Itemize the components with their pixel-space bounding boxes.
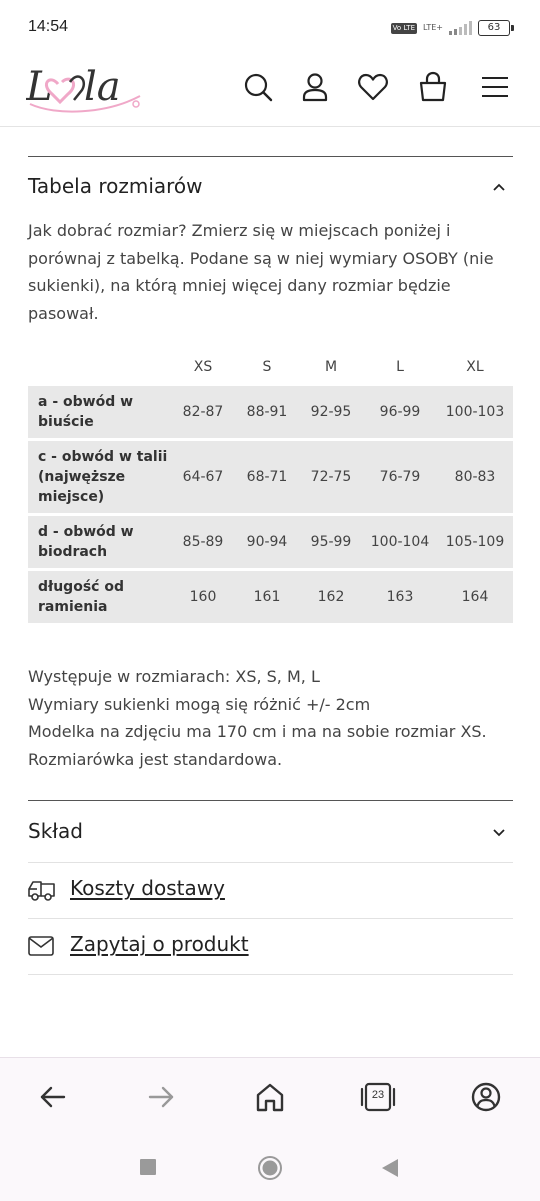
size-header-empty (28, 351, 171, 383)
ask-about-product-link[interactable] (28, 918, 513, 974)
account-icon[interactable] (469, 1080, 503, 1114)
size-table (28, 348, 513, 626)
browser-toolbar (0, 1057, 540, 1201)
section-divider (28, 156, 513, 157)
size-header: XS (193, 359, 213, 375)
shipping-costs-label[interactable]: Koszty dostawy (70, 876, 225, 900)
table-row (28, 441, 513, 513)
ask-about-product-label[interactable]: Zapytaj o produkt (70, 932, 249, 956)
user-icon[interactable] (298, 70, 332, 104)
site-header (0, 50, 540, 127)
composition-title: Skład (28, 819, 83, 843)
delivery-truck-icon (28, 878, 56, 902)
shipping-costs-link[interactable] (28, 862, 513, 918)
table-cell: 92-95 (299, 386, 363, 438)
mail-icon (28, 936, 54, 956)
table-cell: 85-89 (171, 516, 235, 568)
table-cell: 82-87 (171, 386, 235, 438)
table-row (28, 386, 513, 438)
size-header: XL (466, 359, 484, 375)
logo-dot (133, 101, 139, 107)
lola-logo[interactable] (26, 56, 146, 118)
table-cell: 90-94 (235, 516, 299, 568)
size-header: L (396, 359, 404, 375)
forward-arrow-icon[interactable] (144, 1080, 178, 1114)
tabs-button[interactable] (360, 1080, 396, 1114)
table-row (28, 571, 513, 623)
section-divider (28, 800, 513, 801)
table-cell: 164 (437, 571, 513, 623)
table-cell: 105-109 (437, 516, 513, 568)
back-nav-icon[interactable] (380, 1158, 400, 1178)
size-table-title: Tabela rozmiarów (28, 174, 203, 198)
table-cell: 95-99 (299, 516, 363, 568)
measurement-label: c - obwód w talii (najwęższe miejsce) (28, 441, 171, 513)
table-cell: 160 (171, 571, 235, 623)
logo-letters-la: la (84, 64, 121, 110)
table-cell: 80-83 (437, 441, 513, 513)
size-header: M (324, 359, 338, 375)
table-cell: 72-75 (299, 441, 363, 513)
network-type: LTE+ (423, 23, 443, 32)
table-cell: 64-67 (171, 441, 235, 513)
available-sizes-note: Występuje w rozmiarach: XS, S, M, L (28, 667, 320, 686)
measurement-label: d - obwód w biodrach (28, 516, 171, 568)
table-cell: 68-71 (235, 441, 299, 513)
table-cell: 76-79 (363, 441, 437, 513)
section-divider (28, 974, 513, 975)
measurement-label: a - obwód w biuście (28, 386, 171, 438)
chevron-up-icon[interactable] (492, 181, 506, 195)
size-table-header-row (28, 351, 513, 383)
table-cell: 163 (363, 571, 437, 623)
table-cell: 100-104 (363, 516, 437, 568)
recent-apps-icon[interactable] (139, 1158, 157, 1176)
measurement-label: długość od ramienia (28, 571, 171, 623)
table-cell: 162 (299, 571, 363, 623)
model-note: Modelka na zdjęciu ma 170 cm i ma na sobie rozmiar XS. Rozmiarówka jest standardowa. (28, 722, 487, 769)
heart-icon[interactable] (356, 70, 390, 104)
home-icon[interactable] (253, 1080, 287, 1114)
size-notes (28, 663, 508, 773)
back-arrow-icon[interactable] (36, 1080, 70, 1114)
volte-indicator: Vo LTE (392, 23, 415, 32)
cart-icon[interactable] (416, 70, 450, 104)
size-guide-intro: Jak dobrać rozmiar? Zmierz się w miejscach poniżej i porównaj z tabelką. Podane są w niej wymiary OSOBY (nie sukienki), na którą mniej więcej dany rozmiar będzie pasował. (28, 221, 494, 323)
logo-letter-l: L (26, 64, 53, 110)
tolerance-note: Wymiary sukienki mogą się różnić +/- 2cm (28, 694, 371, 714)
signal-icon (449, 21, 472, 35)
table-cell: 161 (235, 571, 299, 623)
home-nav-icon[interactable] (257, 1155, 283, 1181)
status-bar (0, 0, 540, 50)
menu-icon[interactable] (478, 70, 512, 104)
table-row (28, 516, 513, 568)
status-time: 14:54 (28, 18, 69, 35)
status-icons (391, 18, 510, 38)
table-cell: 96-99 (363, 386, 437, 438)
tab-count: 23 (371, 1089, 385, 1101)
battery-icon: 63 (478, 20, 510, 36)
search-icon[interactable] (241, 70, 275, 104)
size-header: S (262, 359, 272, 375)
chevron-down-icon[interactable] (492, 825, 506, 839)
table-cell: 100-103 (437, 386, 513, 438)
table-cell: 88-91 (235, 386, 299, 438)
